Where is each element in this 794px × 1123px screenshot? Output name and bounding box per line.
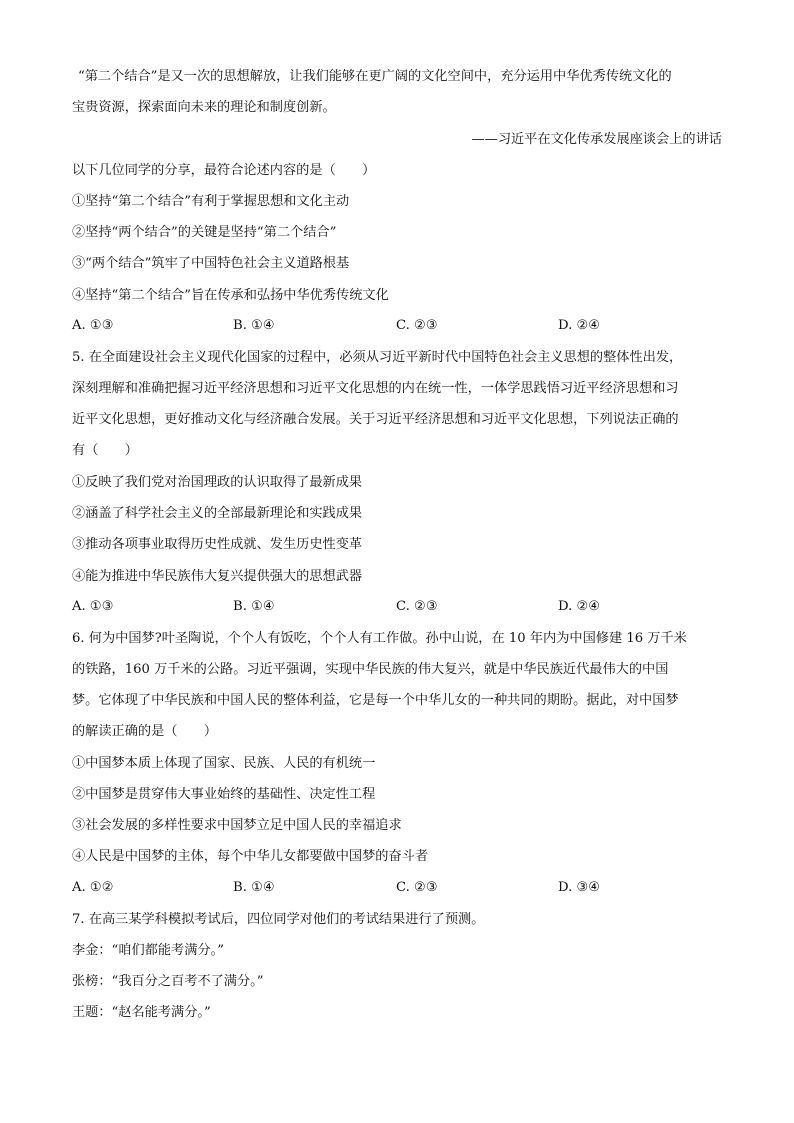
option-a[interactable]: A. ①③: [72, 318, 114, 333]
statement: ②涵盖了科学社会主义的全部最新理论和实践成果: [72, 506, 363, 521]
statement: ①反映了我们党对治国理政的认识取得了最新成果: [72, 475, 363, 490]
question-6-stem: 梦。它体现了中华民族和中国人民的整体利益，它是每一个中华儿女的一种共同的期盼。据此，对中国梦: [72, 693, 679, 708]
option-b[interactable]: B. ①④: [233, 599, 275, 614]
dialogue-line: 李金：“咱们都能考满分。”: [72, 943, 224, 958]
option-d[interactable]: D. ②④: [558, 318, 601, 333]
question-6-stem: 6. 何为中国梦?叶圣陶说，个个人有饭吃，个个人有工作做。孙中山说，在 10 年内为中国修建 16 万千米: [72, 631, 687, 646]
quote-source: ——习近平在文化传承发展座谈会上的讲话: [471, 132, 722, 147]
statement: ②中国梦是贯穿伟大事业始终的基础性、决定性工程: [72, 787, 376, 802]
answer-options: [72, 316, 722, 336]
question-7-stem: 7. 在高三某学科模拟考试后，四位同学对他们的考试结果进行了预测。: [72, 912, 485, 927]
question-5-stem: 近平文化思想，更好推动文化与经济融合发展。关于习近平经济思想和习近平文化思想，下列说法正确的: [72, 412, 679, 427]
statement: ③推动各项事业取得历史性成就、发生历史性变革: [72, 537, 363, 552]
dialogue-line: 张榜：“我百分之百考不了满分。”: [72, 974, 264, 989]
answer-options: [72, 878, 722, 898]
option-c[interactable]: C. ②③: [396, 318, 438, 333]
statement: ④坚持“第二个结合”旨在传承和弘扬中华优秀传统文化: [72, 288, 389, 303]
dialogue-line: 王题：“赵名能考满分。”: [72, 1005, 211, 1020]
option-a[interactable]: A. ①③: [72, 599, 114, 614]
question-prompt: 以下几位同学的分享，最符合论述内容的是（ ）: [72, 163, 376, 178]
passage-line: 宝贵资源，探索面向未来的理论和制度创新。: [72, 100, 336, 115]
option-d[interactable]: D. ③④: [558, 880, 601, 895]
question-5-stem: 5. 在全面建设社会主义现代化国家的过程中，必须从习近平新时代中国特色社会主义思想的整体性出发，: [72, 350, 683, 365]
option-b[interactable]: B. ①④: [233, 318, 275, 333]
statement: ③社会发展的多样性要求中国梦立足中国人民的幸福追求: [72, 818, 402, 833]
statement: ④能为推进中华民族伟大复兴提供强大的思想武器: [72, 569, 363, 584]
option-c[interactable]: C. ②③: [396, 880, 438, 895]
question-6-stem: 的解读正确的是（ ）: [72, 724, 218, 739]
statement: ③“两个结合”筑牢了中国特色社会主义道路根基: [72, 256, 350, 271]
statement: ①中国梦本质上体现了国家、民族、人民的有机统一: [72, 756, 376, 771]
statement: ①坚持“第二个结合”有利于掌握思想和文化主动: [72, 194, 350, 209]
question-5-stem: 深刻理解和准确把握习近平经济思想和习近平文化思想的内在统一性，一体学思践悟习近平经济思想和习: [72, 381, 679, 396]
question-5-stem: 有（ ）: [72, 443, 138, 458]
answer-options: [72, 597, 722, 617]
statement: ②坚持“两个结合”的关键是坚持“第二个结合”: [72, 225, 337, 240]
option-b[interactable]: B. ①④: [233, 880, 275, 895]
option-d[interactable]: D. ②④: [558, 599, 601, 614]
statement: ④人民是中国梦的主体，每个中华儿女都要做中国梦的奋斗者: [72, 849, 429, 864]
question-6-stem: 的铁路，160 万千米的公路。习近平强调，实现中华民族的伟大复兴，就是中华民族近代最伟大的中国: [72, 662, 669, 677]
option-a[interactable]: A. ①②: [72, 880, 114, 895]
passage-line: “第二个结合”是又一次的思想解放，让我们能够在更广阔的文化空间中，充分运用中华优秀传统文化的: [78, 69, 672, 84]
option-c[interactable]: C. ②③: [396, 599, 438, 614]
